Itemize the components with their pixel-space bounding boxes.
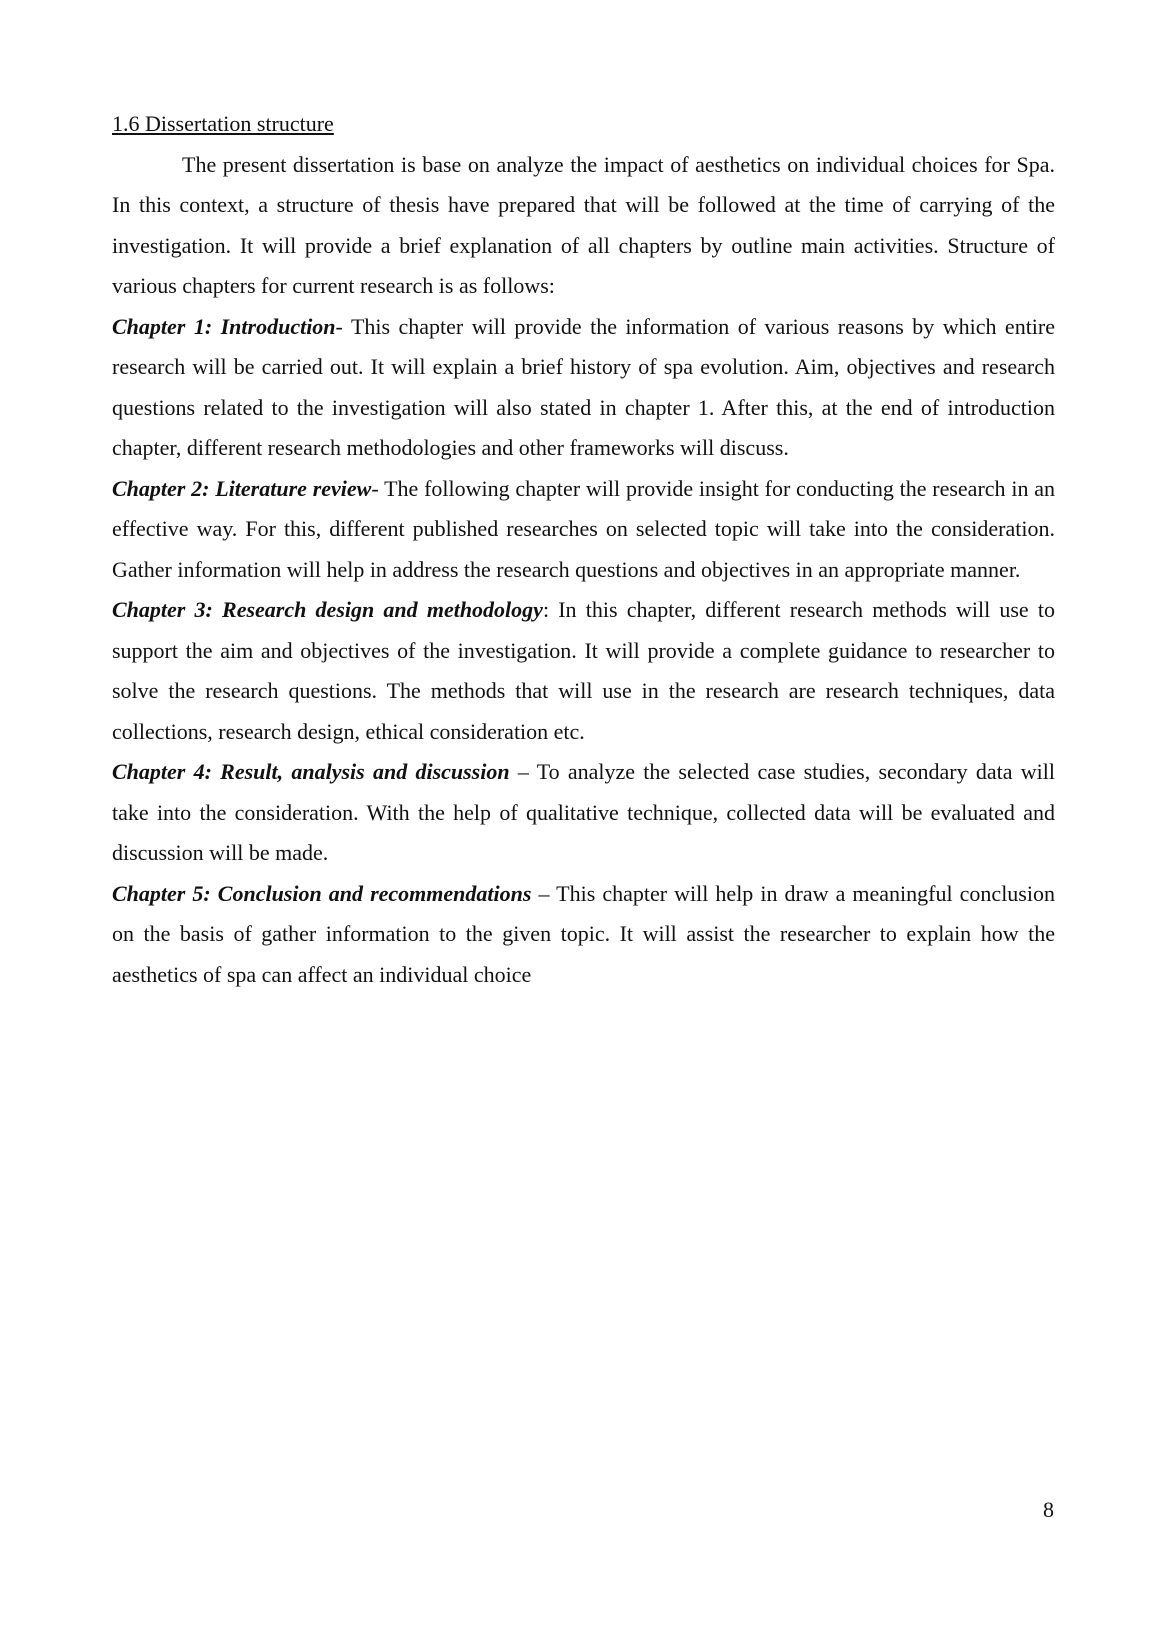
chapter-description: - This chapter will provide the information of various reasons by which entire research will be carried out. It will explain a brief history of spa evolution. Aim, objectives and research questions related to the investigation will also stated in chapter 1. After this, at the end of introduction chapter, different research methodologies and other frameworks will discuss.	[112, 313, 1056, 460]
chapter-title: Chapter 2: Literature review	[112, 475, 372, 501]
chapter-title: Chapter 5: Conclusion and recommendations	[112, 880, 532, 906]
chapter-description: : In this chapter, different research methods will use to support the aim and objectives of the investigation. It will provide a complete guidance to researcher to solve the research questions. The methods that will use in the research are research techniques, data collections, research design, ethical consideration etc.	[112, 597, 1055, 744]
chapter-title: Chapter 4: Result, analysis and discussion	[112, 759, 510, 784]
chapter-paragraph-5	[112, 874, 1055, 996]
page-number: 8	[1043, 1497, 1054, 1522]
chapter-title: Chapter 3: Research design and methodology	[112, 597, 543, 622]
chapter-title: Chapter 1: Introduction	[112, 313, 336, 339]
section-heading: 1.6 Dissertation structure	[112, 111, 334, 136]
chapter-paragraph-1	[112, 307, 1055, 469]
chapter-paragraph-4	[112, 752, 1055, 874]
chapter-description: – To analyze the selected case studies, secondary data will take into the consideration. With the help of qualitative technique, collected data will be evaluated and discussion will be made.	[112, 759, 1055, 865]
chapter-description: – This chapter will help in draw a meaningful conclusion on the basis of gather information to the given topic. It will assist the researcher to explain how the aesthetics of spa can affect an individual choice	[112, 880, 1055, 987]
intro-paragraph: The present dissertation is base on analyze the impact of aesthetics on individual choices for Spa. In this context, a structure of thesis have prepared that will be followed at the time of carrying of the investigation. It will provide a brief explanation of all chapters by outline main activities. Structure of various chapters for current research is as follows:	[112, 151, 1055, 298]
chapter-description: - The following chapter will provide insight for conducting the research in an effective way. For this, different published researches on selected topic will take into the consideration. Gather information will help in address the research questions and objectives in an appropriate manner.	[112, 475, 1055, 582]
chapter-paragraph-2	[112, 469, 1055, 591]
chapter-paragraph-3	[112, 590, 1055, 752]
page-content	[112, 104, 1055, 995]
